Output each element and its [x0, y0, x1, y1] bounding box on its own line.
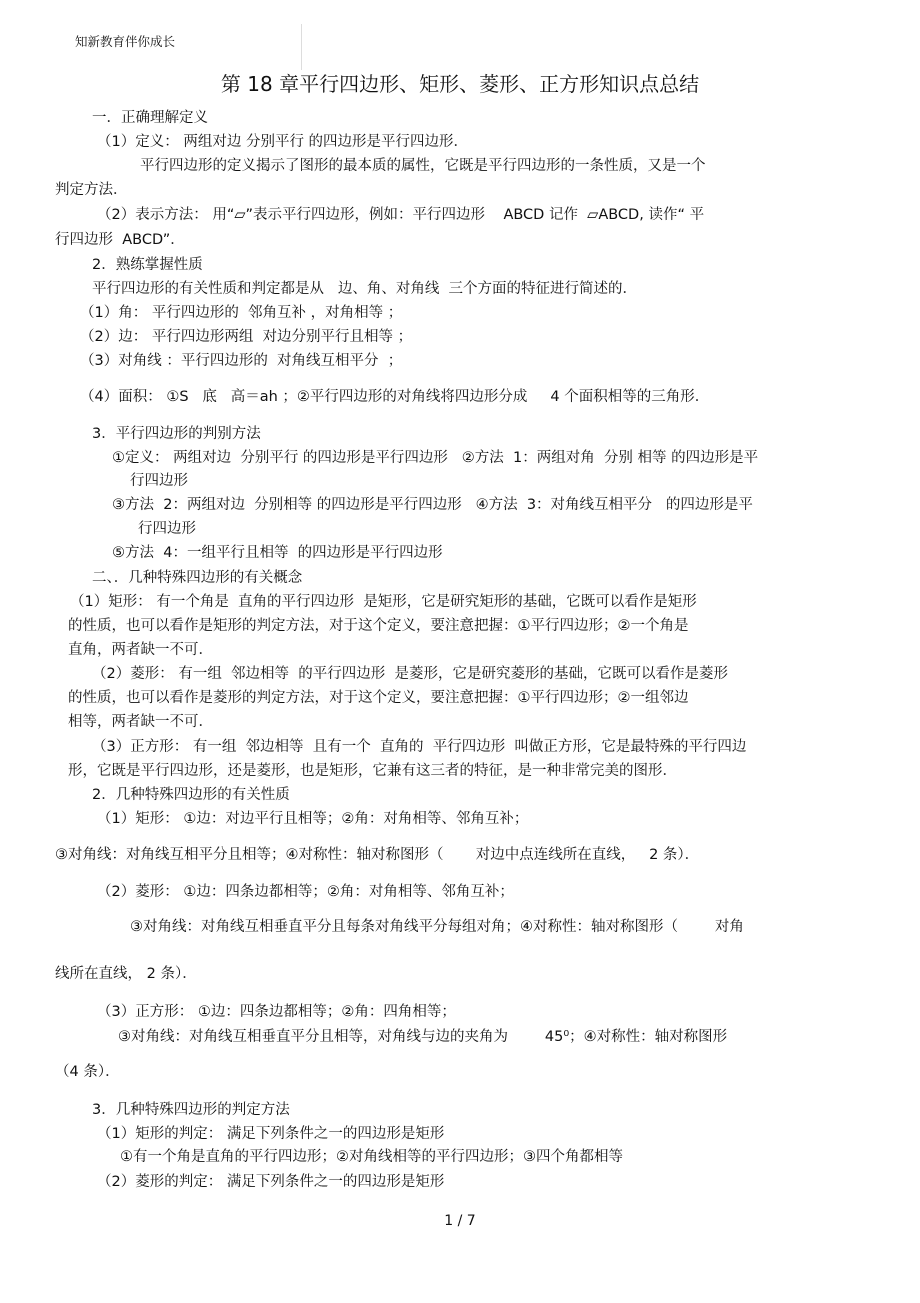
text-line: （3）正方形： ①边：四条边都相等；②角：四角相等； [97, 1004, 456, 1020]
text-line: 平行四边形的有关性质和判定都是从 边、角、对角线 三个方面的特征进行简述的． [92, 281, 638, 297]
text-line: （4）面积： ①S 底 高＝ah ；②平行四边形的对角线将四边形分成 4 个面积相等的三角形． [80, 389, 710, 405]
text-line: （1）矩形： 有一个角是 直角的平行四边形 是矩形，它是研究矩形的基础，它既可以看作是矩形 [70, 594, 697, 610]
section-heading: 3．几种特殊四边形的判定方法 [92, 1102, 290, 1118]
document-title: 第 18 章平行四边形、矩形、菱形、正方形知识点总结 [220, 72, 700, 96]
text-line: ①有一个角是直角的平行四边形；②对角线相等的平行四边形；③四个角都相等 [120, 1149, 623, 1165]
text-line: （1）矩形： ①边：对边平行且相等；②角：对角相等、邻角互补； [97, 811, 529, 827]
text-line: 行四边形 [138, 521, 196, 537]
text-line: ③对角线：对角线互相垂直平分且相等，对角线与边的夹角为 45⁰；④对称性：轴对称图形 [118, 1029, 728, 1045]
text-line: ③对角线：对角线互相平分且相等；④对称性：轴对称图形（ 对边中点连线所在直线， 2 条）． [55, 847, 700, 863]
text-line: （2）表示方法： 用“▱”表示平行四边形，例如：平行四边形 ABCD 记作 ▱ABCD, 读作“ 平 [97, 207, 705, 223]
text-line: 直角，两者缺一不可． [68, 642, 213, 658]
text-line: 的性质，也可以看作是菱形的判定方法，对于这个定义，要注意把握：①平行四边形；②一组邻边 [68, 690, 689, 706]
section-heading: 二、．几种特殊四边形的有关概念 [92, 570, 303, 586]
text-line: （2）边： 平行四边形两组 对边分别平行且相等 ； [80, 329, 413, 345]
text-line: （1）定义： 两组对边 分别平行 的四边形是平行四边形． [97, 134, 469, 150]
text-line: ③方法 2：两组对边 分别相等 的四边形是平行四边形 ④方法 3：对角线互相平分 的四边形是平 [112, 497, 753, 513]
header-divider [301, 24, 302, 70]
text-line: （1）角： 平行四边形的 邻角互补 ，对角相等 ； [80, 305, 403, 321]
text-line: 行四边形 [130, 473, 188, 489]
text-line: 线所在直线， 2 条）． [55, 966, 197, 982]
text-line: 平行四边形的定义揭示了图形的最本质的属性，它既是平行四边形的一条性质，又是一个 [140, 158, 706, 174]
text-line: ⑤方法 4：一组平行且相等 的四边形是平行四边形 [112, 545, 443, 561]
page-header: 知新教育伴你成长 [75, 34, 176, 49]
section-heading: 2．熟练掌握性质 [92, 257, 203, 273]
text-line: 相等，两者缺一不可． [68, 714, 213, 730]
text-line: （3）对角线 ：平行四边形的 对角线互相平分 ； [80, 353, 403, 369]
section-heading: 3．平行四边形的判别方法 [92, 426, 261, 442]
text-line: （3）正方形： 有一组 邻边相等 且有一个 直角的 平行四边形 叫做正方形，它是最特殊的平行四边 [92, 739, 747, 755]
text-line: ③对角线：对角线互相垂直平分且每条对角线平分每组对角；④对称性：轴对称图形（ 对角 [130, 919, 744, 935]
text-line: 行四边形 ABCD”． [55, 232, 185, 248]
text-line: （4 条）． [55, 1064, 120, 1080]
text-line: （2）菱形的判定： 满足下列条件之一的四边形是矩形 [97, 1174, 445, 1190]
page-number: 1 / 7 [444, 1213, 476, 1229]
text-line: （2）菱形： 有一组 邻边相等 的平行四边形 是菱形，它是研究菱形的基础，它既可以看作是菱形 [92, 666, 728, 682]
text-line: （1）矩形的判定： 满足下列条件之一的四边形是矩形 [97, 1126, 445, 1142]
text-line: （2）菱形： ①边：四条边都相等；②角：对角相等、邻角互补； [97, 884, 514, 900]
section-heading: 2．几种特殊四边形的有关性质 [92, 787, 290, 803]
section-heading: 一．正确理解定义 [92, 110, 208, 126]
text-line: 的性质，也可以看作是矩形的判定方法，对于这个定义，要注意把握：①平行四边形；②一个角是 [68, 618, 689, 634]
text-line: 判定方法． [55, 182, 128, 198]
text-line: 形，它既是平行四边形，还是菱形，也是矩形，它兼有这三者的特征，是一种非常完美的图形． [68, 763, 677, 779]
text-line: ①定义： 两组对边 分别平行 的四边形是平行四边形 ②方法 1：两组对角 分别 相等 的四边形是平 [112, 450, 759, 466]
